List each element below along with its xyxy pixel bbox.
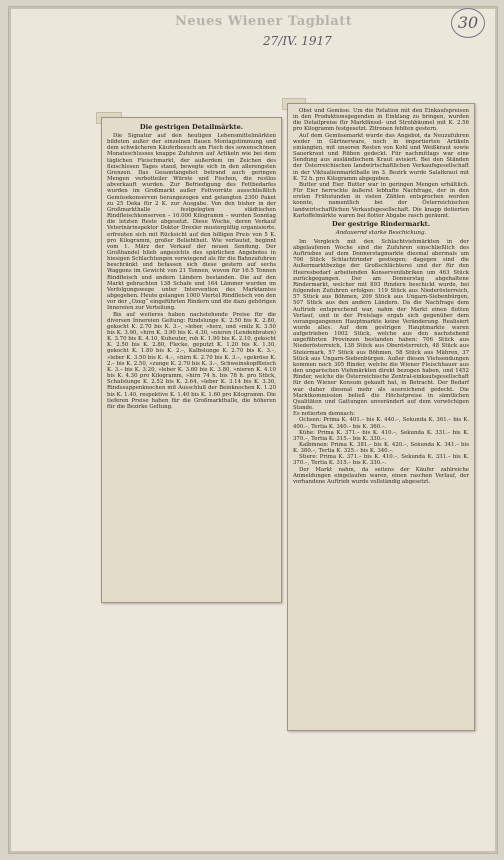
price-line: Kühe: Prima K. 371.– bis K. 410.–, Sekunda K. 331.– bis K. 370.–, Tertia K. 315.– bis K. 330.–. (293, 429, 469, 442)
price-intro: Es notierten demnach: (293, 411, 356, 418)
article-paragraph: Butter und Eier. Butter war in geringen Mengen erhältlich. Für Eier herrschte äußerst lebhafte Nachfrage, der in den ersten Frühstunden in vielen Zählen entsprochen werden konnte, namentlich bei der Österreichischen landwirtschaftlichen Verkaufsgesellschaft. Die knapp dotierten Kartoffelmärkte waren bei flotter Abgabe rasch geräumt. (293, 181, 469, 219)
handwritten-page-number: 30 (451, 8, 485, 38)
article-paragraph: Die Signatur auf den heutigen Lebensmittelmärkten bildeten außer der einzelnen flauen Montagstimmung und dem schwächeren Käuferbesuch am Fisch des sowenschönen Monatsschlusses knappe Zufuhren auf Artikeln wie bei dem täglichen Fleischmarkt, der außerdem im Zeichen des fleischlosen Tages stand, bewegte sich in den allerengsten Grenzen. Das Gesamtangebot betrand auch geringen Mengen verbotteiler Würste und Fischen, die restlos abverkauft wurden. Zur Befriedigung des Fettbedarfes wurden im Großmarkt außer Fettvorräte ausschließlich Gemüsekonserven herangezogen und gelangten 2300 Paket zu 25 Deka für 2 K. zur Ausgabe. Von den bisher in der Großmarkthalle festgelegten städtischen Rindfleischkonserven – 10.000 Kilogramm – wurden Sonntag die letzten Reste abgesetzt. Diese Woche, deren Verkauf Veterinärinspektor Doktor Drexler mustergültig organisierte, erfreuten sich mit Rücksicht auf den billigen Preis von 5 K. pro Kilogramm, großer Beliebtheit. Wie verlautet, beginnt vom 1. März der Verkauf der neuen Sendung. Der Großhandel blieb angesichts des spärlichen Angebotes in hiesigen Schlachtungen vorwiegend als für die Bahnzufuhren beschränkt und befassen sich diese gestern auf sechs Waggons im Gewicht von 21 Tonnen, wovon für 16.5 Tonnen Rindfleisch und andern Ländern bestanden. Die auf den Markt gebrachten 138 Schafe und 164 Lämmer wurden im Verfolgungswege unter Intervention des Marktamtes abgegeben. Heute gelangen 1000 Viertel Rindfleisch von den vor der „Ozeg“ eingeführten Rindern und die dazu gehörigen Innereien zur Verteilung. (107, 133, 276, 312)
article-paragraph: Im Vergleich mit den Schlachtviehmärkten in der abgelaufenen Woche sind die Zufuhren einschließlich des Auftriebes auf dem Donnerstagmarkte diesmal abermals um 706 Stück Schlachtrinder gestiegen; dagegen sind die Außermarktbezüge der Großschlächterei und der für den Heeresbedarf arbeitenden Konservenfabriken um 463 Stück zurückgegangen. Der am Donnerstag abgehaltene Rindermarkt, welcher mit 893 Rindern beschickt wurde, bei folgenden Zufuhren erfolgen: 119 Stück aus Niederösterreich, 57 Stück aus Böhmen, 209 Stück aus Ungarn-Siebenbürgen, 507 Stück aus den andern Ländern. Da die Nachfrage dem Auftrieb entsprechend war, nahm der Markt einen flotten Verlauf, und in der Preislage ergab sich gegenüber dem vorangegangenen Hauptmarkte keine Veränderung. Realisiert wurde alles. Auf dem gestrigen Hauptmarkte waren aufgetrieben 1002 Stück, welche aus den nachstehend angeführten Provinzen bestanden haben: 706 Stück aus Niederösterreich, 138 Stück aus Oberösterreich, 48 Stück aus Steiermark, 57 Stück aus Böhmen, 58 Stück aus Mähren, 37 Stück aus Ungarn-Siebenbürgen. Außer diesen Viehsendungen kommen noch 305 Rinder, welche die Wiener Fleischhauer aus den ungarischen Viehmärkten direkt bezogen haben, und 1452 Rinder, welche die Österreichische Zentral-einkaufsgesellschaft für den Wiener Konsum gekauft hat, in Betracht. Der Bedarf war daher diesmal mehr als ausreichend gedeckt. Die Marktkommission beließ die Höchstpreise in sämtlichen Qualitäten und Gattungen unverändert auf dem vorwöchigen Stande. (293, 238, 469, 412)
price-line: Stiere: Prima K. 371.– bis K. 410.–, Sekunda K. 331.– bis K. 370.–, Tertia K. 315.– bis K. 330.–. (293, 454, 469, 467)
article-paragraph: Auf dem Gemüsemarkt wurde das Angebot, da Neuzufuhren weder in Gärtnerware, noch in importierten Artikeln einlangten, mit unseren Resten von Kohl und Weißkraut sowie Sauerkraut und Rüben gedeckt. Für nachmittags war eine Sendung aus ausländischem Kraut avisiert. Bei den Ständen der Österreichischen landwirtschaftlichen Verkaufsgesellschaft in der Viktualienmarkthalle im 3. Bezirk wurde Salatkraut mit K. 72 h. pro Kilogramm abgegeben. (293, 132, 469, 182)
clipping-detail-markets (101, 117, 282, 603)
handwritten-date: 27/IV. 1917 (263, 34, 332, 48)
newspaper-name-stamp: Neues Wiener Tagblatt (175, 14, 353, 29)
article-title: Der gestrige Rindermarkt. (331, 219, 431, 228)
price-line: Kalbinnen: Prima K. 381.– bis K. 420.–, Sekunda K. 341.– bis K. 380.–, Tertia K. 325.– bis K. 340.–. (293, 441, 469, 455)
article-paragraph: Der Markt nahm, da seitens der Käufer zahlreiche Anmeldungen eingelaufen waren, einen raschen Verlauf, der vorhandene Auftrieb wurde vollständig abgesetzt. (293, 466, 469, 485)
price-line: Ochsen: Prima K. 401.– bis K. 440.–, Sekunda K. 361.– bis K. 400.–, Tertia K. 340.– bis K. 360.–. (293, 417, 469, 430)
article-paragraph: Obst und Gemüse. Um die Relation mit den Einkaufspreisen in den Produktionsgegenden in Einklang zu bringen, wurden die Detailpreise für Markfänsel- und Strohbäumel mit K. 2.56 pro Kilogramm festgesetzt. Zitronen fehlten gestern. (293, 108, 469, 133)
article-subtitle: Andauernd starke Beschickung. (335, 229, 427, 236)
clipping-cattle-market (287, 103, 475, 731)
article-paragraph: Bis auf weiteres haben nachstehende Preise für die diversen Innereien Geltung: Rindslunge K. 2.50 bis K. 2.80, gekocht K. 2.70 bis K. 3.–, »leber, »herz, und »milz K. 3.50 bis K. 3.90, »hirn K. 3.90 bis K. 4.30, »nieren (Lendenbraten) K. 3.70 bis K. 4.10, Kuheuter, roh K. 1.90 bis K. 2.10, gekocht K. 2.50 bis K. 2.80, Flecke, geputzt K. 1.20 bis K. 1.30, gekocht K. 1.80 bis K. 2.–, Kalbslunge K. 2.70 bis K. 3.–, »leber K. 3.50 bis K. 4.–, »hirn K. 2.70 bis K. 3.–, »gekröse K. 2.– bis K. 2.50, »zunge K. 2.70 bis K. 3.–, Schweinskopffleisch K. 3.– bis K. 3.20, »leber K. 3.60 bis K. 3.80, »nieren K. 4.10 bis K. 4.30 pro Kilogramm, »hirn 74 h. bis 78 h. pro Stück, Schafslunge K. 2.52 bis K. 2.64, »leber K. 3.14 bis K. 3.30, Rindssuppenknochen mit Ausschluß der Beinknochen K. 1.20 bis K. 1.40, respektive K. 1.40 bis K. 1.60 pro Kilogramm. Die tieferen Preise haben für die Großmarkthalle, die höheren für die Bezirke Geltung. (107, 311, 276, 410)
article-title: Die gestrigen Detailmärkte. (139, 123, 244, 131)
